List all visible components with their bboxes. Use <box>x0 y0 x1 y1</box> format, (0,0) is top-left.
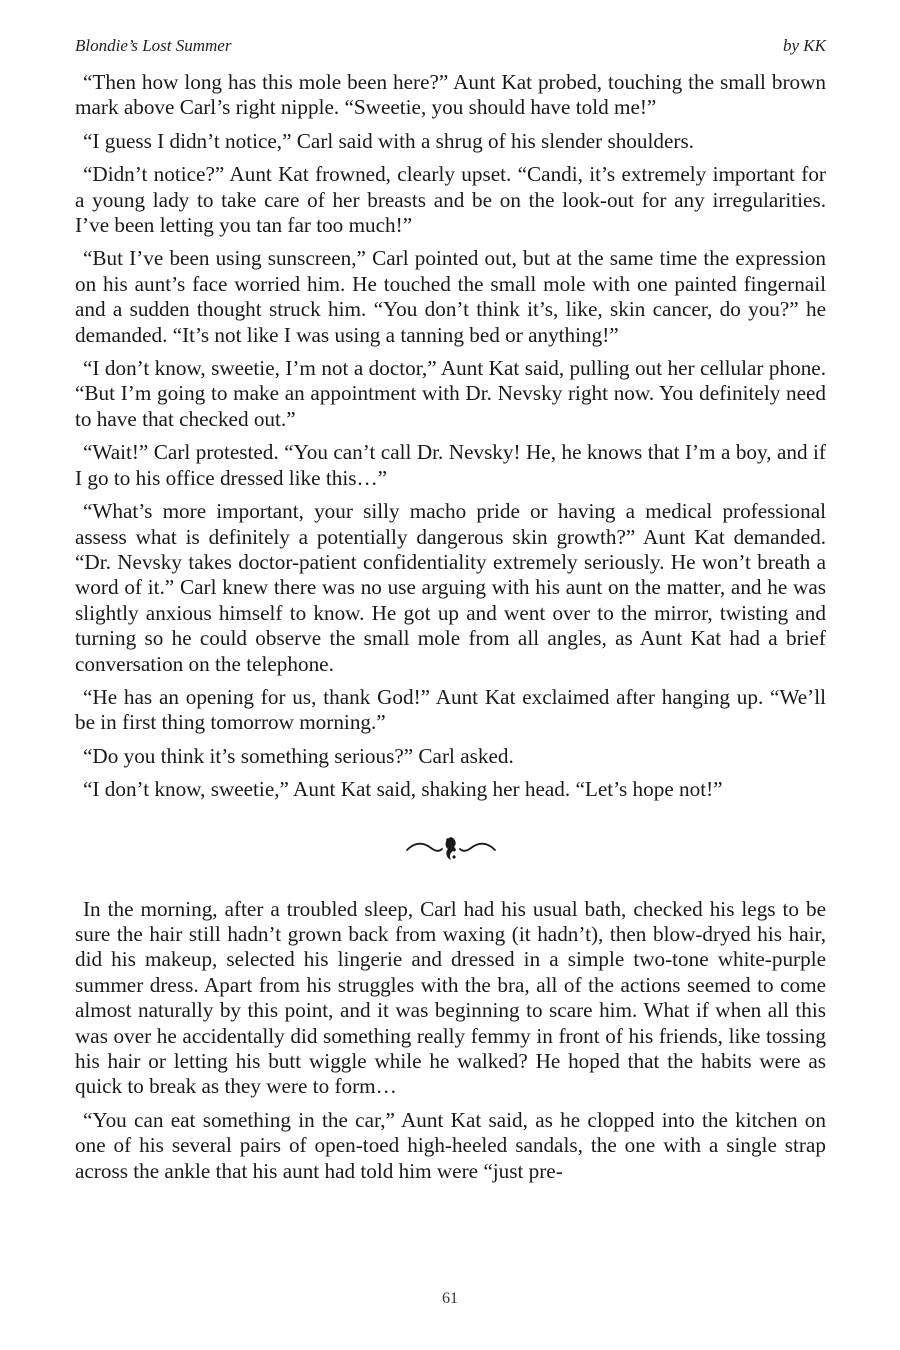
author-credit: by KK <box>783 36 826 55</box>
paragraph: “What’s more important, your silly macho pride or having a medical professional assess what is definitely a potentially dangerous skin growth?” Aunt Kat demanded. “Dr. Nevsky takes doctor-patient confidentiality extremely seriously. He won’t breath a word of it.” Carl knew there was no use arguing with his aunt on the matter, and he was slightly anxious himself to know. He got up and went over to the mirror, twisting and turning so he could observe the small mole from all angles, as Aunt Kat had a brief conversation on the telephone. <box>75 499 826 676</box>
paragraph: In the morning, after a troubled sleep, Carl had his usual bath, checked his legs to be sure the hair still hadn’t grown back from waxing (it hadn’t), then blow-dryed his hair, did his makeup, selected his lingerie and dressed in a simple two-tone white-purple summer dress. Apart from his struggles with the bra, all of the actions seemed to come almost naturally by this point, and it was beginning to scare him. What if when all this was over he accidentally did something really femmy in front of his friends, like tossing his hair or letting his butt wiggle while he walked? He hoped that the habits were as quick to break as they were to form… <box>75 896 826 1099</box>
paragraph: “I don’t know, sweetie,” Aunt Kat said, shaking her head. “Let’s hope not!” <box>83 777 723 802</box>
book-title: Blondie’s Lost Summer <box>75 36 232 55</box>
paragraph: “Didn’t notice?” Aunt Kat frowned, clearly upset. “Candi, it’s extremely important for a young lady to take care of her breasts and be on the look-out for any irregularities. I’ve been letting you tan far too much!” <box>75 162 826 238</box>
paragraph: “You can eat something in the car,” Aunt Kat said, as he clopped into the kitchen on one of his several pairs of open-toed high-heeled sandals, the one with a single strap across the ankle that his aunt had told him were “just pre- <box>75 1107 826 1183</box>
paragraph: “Do you think it’s something serious?” Carl asked. <box>83 743 514 768</box>
body-text <box>75 70 826 1192</box>
paragraph: “But I’ve been using sunscreen,” Carl pointed out, but at the same time the expression on his aunt’s face worried him. He touched the small mole with one painted fingernail and a sudden thought struck him. “You don’t think it’s, like, skin cancer, do you?” he demanded. “It’s not like I was using a tanning bed or anything!” <box>75 246 826 347</box>
paragraph: “Then how long has this mole been here?” Aunt Kat probed, touching the small brown mark above Carl’s right nipple. “Sweetie, you should have told me!” <box>75 70 826 120</box>
paragraph: “Wait!” Carl protested. “You can’t call Dr. Nevsky! He, he knows that I’m a boy, and if I go to his office dressed like this…” <box>75 440 826 490</box>
paragraph: “He has an opening for us, thank God!” Aunt Kat exclaimed after hanging up. “We’ll be in first thing tomorrow morning.” <box>75 684 826 735</box>
paragraph: “I don’t know, sweetie, I’m not a doctor,” Aunt Kat said, pulling out her cellular phone. “But I’m going to make an appointment with Dr. Nevsky right now. You definitely need to have that checked out.” <box>75 356 826 431</box>
running-header <box>75 36 826 58</box>
section-break <box>75 833 826 867</box>
page-number: 61 <box>442 1290 458 1307</box>
fleuron-ornament-icon <box>405 833 497 863</box>
paragraph: “I guess I didn’t notice,” Carl said with a shrug of his slender shoulders. <box>83 128 694 153</box>
